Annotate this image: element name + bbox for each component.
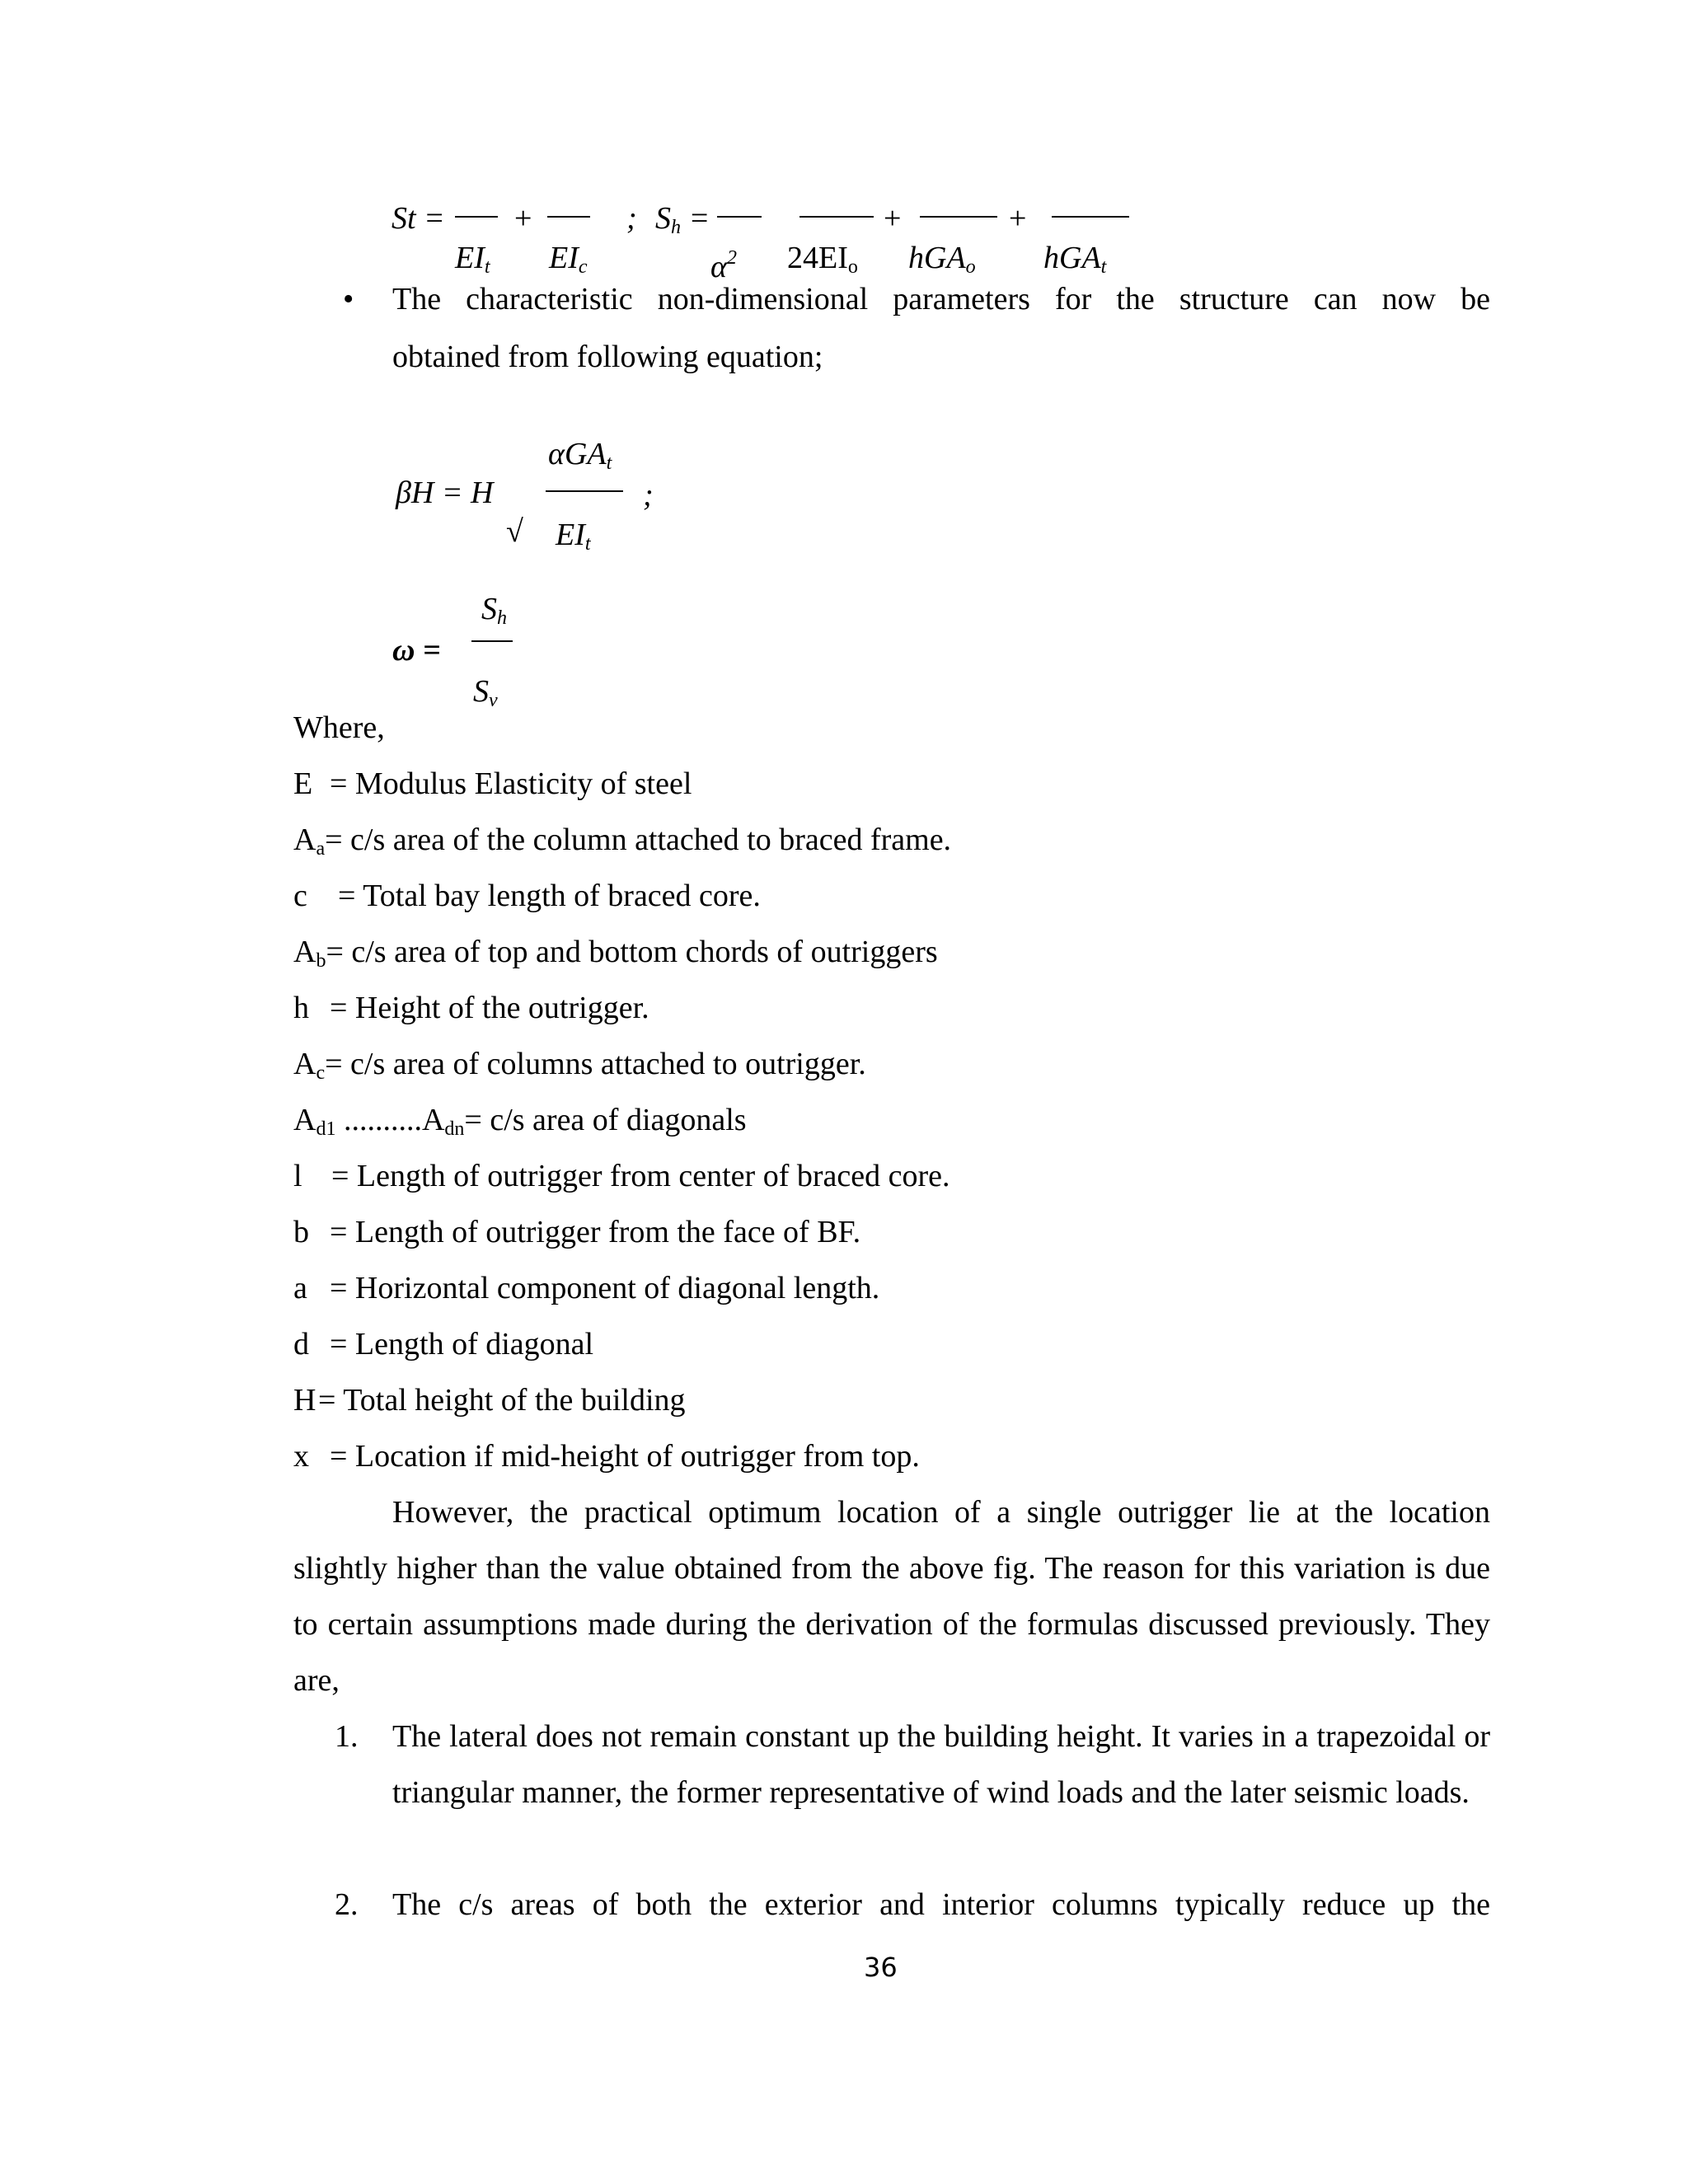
definition-item: Ad1 ..........Adn= c/s area of diagonals xyxy=(293,1103,747,1140)
body-paragraph: However, the practical optimum location of a single outrigger lie at the location slightly higher than the value obtained from the above fig. The reason for this variation is due to certain assumptions made during the derivation of the formulas discussed previously. They are, xyxy=(293,1495,1490,1698)
sh-denominator-4: hGA$_t$ xyxy=(1043,241,1107,278)
definition-item: H= Total height of the building xyxy=(293,1383,686,1418)
definition-item: c = Total bay length of braced core. xyxy=(293,879,761,913)
list-number: 2. xyxy=(335,1887,359,1922)
definition-item: b = Length of outrigger from the face of BF. xyxy=(293,1215,861,1249)
where-label: Where, xyxy=(293,710,385,745)
definition-item: Aa= c/s area of the column attached to braced frame. xyxy=(293,823,952,860)
definition-item: x = Location if mid-height of outrigger from top. xyxy=(293,1439,920,1474)
omega-fraction-bar xyxy=(471,640,513,642)
semicolon: ; xyxy=(626,201,637,236)
definition-item: d = Length of diagonal xyxy=(293,1327,594,1361)
sh-denominator-1: $\alpha^2$ xyxy=(710,247,737,284)
sh-denominator-3: hGA$_o$ xyxy=(908,241,976,278)
list-number: 1. xyxy=(335,1719,359,1754)
bullet-line-1: The characteristic non-dimensional parameters for the structure can now be xyxy=(392,282,1490,316)
omega-lhs: ω = xyxy=(392,633,441,668)
beta-semicolon: ; xyxy=(643,478,654,513)
st-plus: + xyxy=(514,201,532,236)
st-denominator-2: $EI_c$ xyxy=(549,241,588,278)
st-fraction-bar-1 xyxy=(455,216,498,218)
bullet-line-2: obtained from following equation; xyxy=(392,340,823,374)
list-text: The c/s areas of both the exterior and interior columns typically reduce up the xyxy=(392,1887,1490,1922)
sh-fraction-bar-1 xyxy=(717,216,762,218)
definition-item: l = Length of outrigger from center of braced core. xyxy=(293,1159,950,1193)
sh-fraction-bar-4 xyxy=(1052,216,1129,218)
beta-lhs: βH = H xyxy=(396,476,494,510)
list-item-1 xyxy=(335,1708,1490,1821)
definition-item: a = Horizontal component of diagonal length. xyxy=(293,1271,880,1305)
sh-plus-1: + xyxy=(884,201,902,236)
list-item-2 xyxy=(335,1877,1490,1933)
definition-item: Ac= c/s area of columns attached to outrigger. xyxy=(293,1047,866,1084)
sh-fraction-bar-3 xyxy=(920,216,997,218)
st-fraction-bar-2 xyxy=(547,216,590,218)
beta-denominator: $EI_t$ xyxy=(556,518,591,555)
definition-item: h = Height of the outrigger. xyxy=(293,991,649,1025)
sh-lhs: $S_h$ = xyxy=(655,201,710,238)
sqrt-symbol: √ xyxy=(506,514,523,549)
definition-item: E = Modulus Elasticity of steel xyxy=(293,766,692,801)
beta-numerator: αGA$_t$ xyxy=(548,437,612,474)
st-denominator-1: $EI_t$ xyxy=(455,241,490,278)
sh-fraction-bar-2 xyxy=(799,216,874,218)
omega-numerator: $S_h$ xyxy=(481,592,507,629)
beta-fraction-bar xyxy=(546,490,623,492)
sh-denominator-2: $24EI_o$ xyxy=(787,241,858,278)
sh-plus-2: + xyxy=(1009,201,1027,236)
list-text: The lateral does not remain constant up the building height. It varies in a trapezoidal or triangular manner, the former representative of wind loads and the later seismic loads. xyxy=(392,1719,1490,1810)
definition-item: Ab= c/s area of top and bottom chords of outriggers xyxy=(293,935,938,972)
omega-denominator: $S_v$ xyxy=(473,674,498,711)
page-number: 36 xyxy=(864,1952,898,1983)
bullet-symbol: • xyxy=(343,282,354,316)
st-lhs: St = xyxy=(392,201,445,236)
